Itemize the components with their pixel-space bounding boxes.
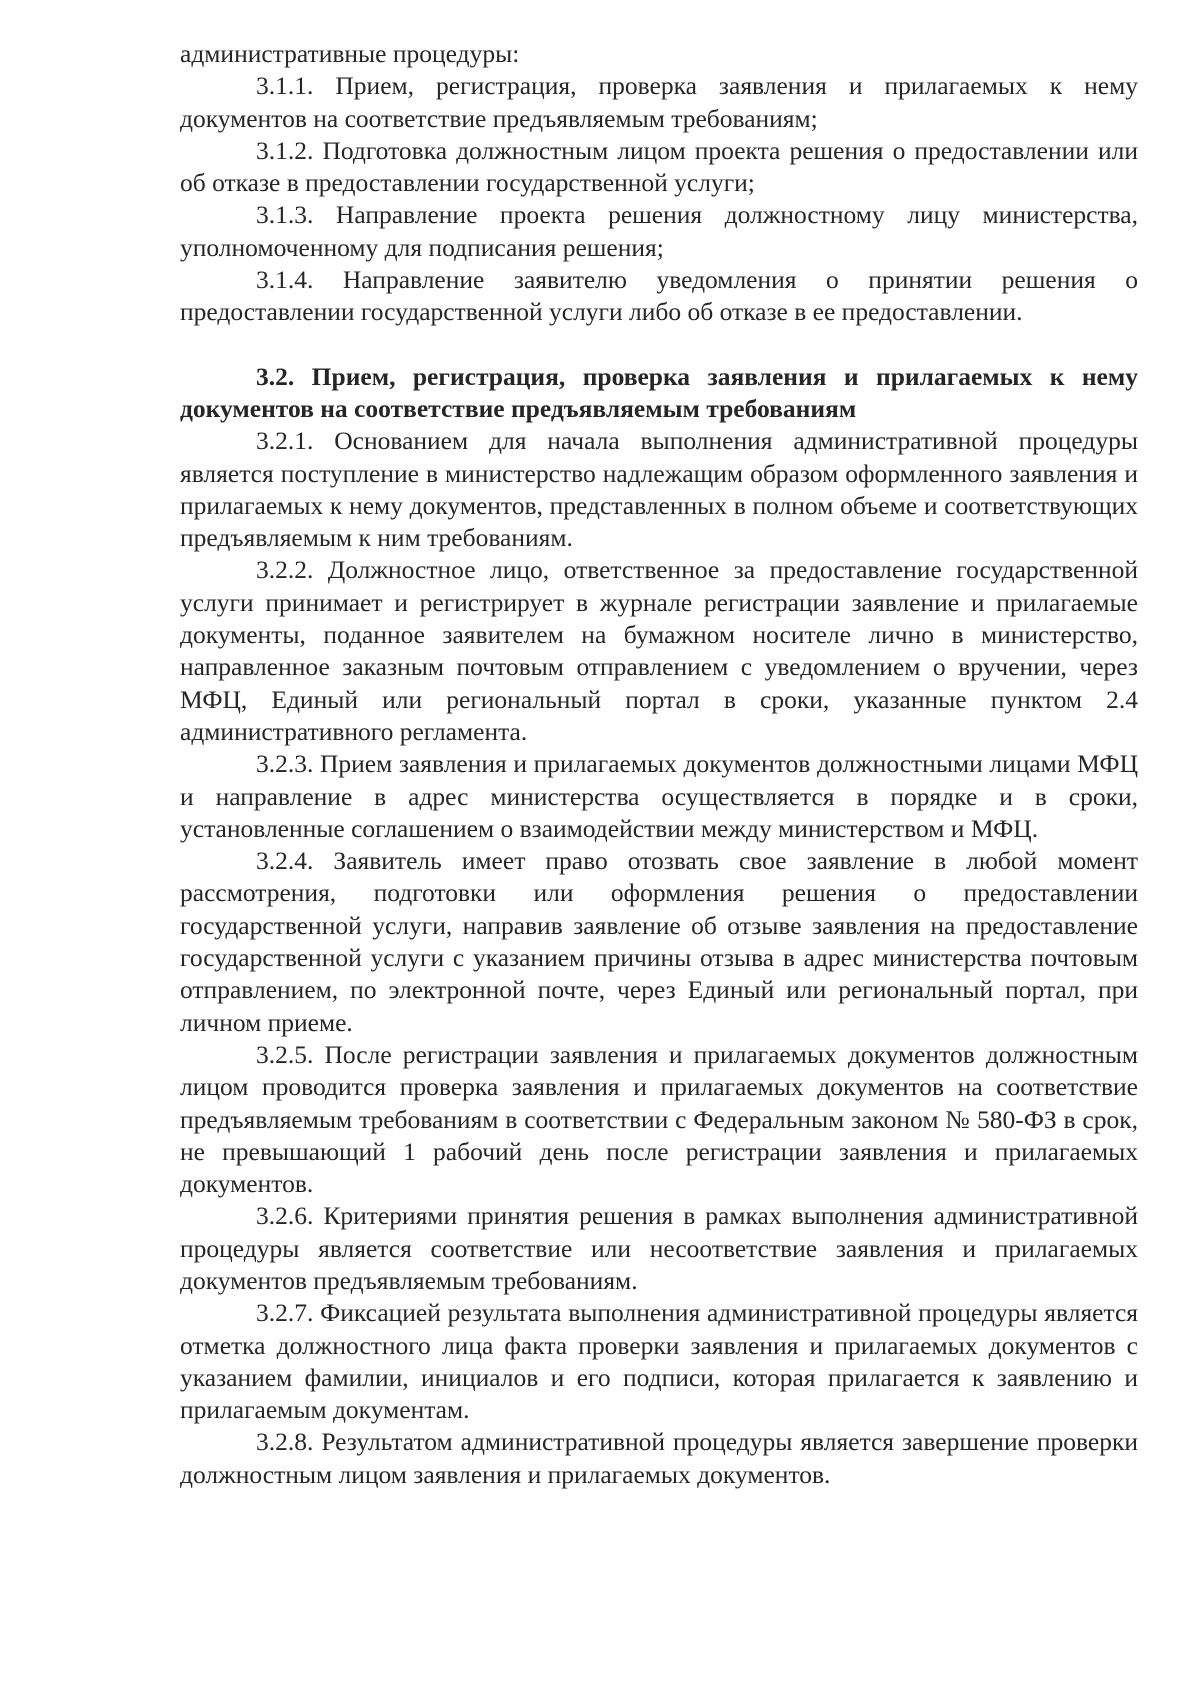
paragraph-3-2-2: 3.2.2. Должностное лицо, ответственное за предоставление государственной услуги принимает и регистрирует в журнале регистрации заявление и прилагаемые документы, поданное заявителем на бумажном носителе лично в министерство, направленное заказным почтовым отправлением с уведомлением о вручении, через МФЦ, Единый или региональный портал в сроки, указанные пунктом 2.4 административного регламента. [180,555,1138,746]
paragraph-3-1-3: 3.1.3. Направление проекта решения должностному лицу министерства, уполномоченному для подписания решения; [180,200,1138,262]
paragraph-3-2-8: 3.2.8. Результатом административной процедуры является завершение проверки должностным лицом заявления и прилагаемых документов. [180,1427,1138,1489]
document-body [180,38,1138,1491]
section-heading-3-2: 3.2. Прием, регистрация, проверка заявления и прилагаемых к нему документов на соответствие предъявляемым требованиям [180,361,1138,423]
paragraph-3-1-4: 3.1.4. Направление заявителю уведомления о принятии решения о предоставлении государственной услуги либо об отказе в ее предоставлении. [180,265,1138,327]
paragraph-3-2-3: 3.2.3. Прием заявления и прилагаемых документов должностными лицами МФЦ и направление в адрес министерства осуществляется в порядке и в сроки, установленные соглашением о взаимодействии между министерством и МФЦ. [180,749,1138,843]
paragraph-3-1-1: 3.1.1. Прием, регистрация, проверка заявления и прилагаемых к нему документов на соответствие предъявляемым требованиям; [180,71,1138,133]
paragraph-3-2-1: 3.2.1. Основанием для начала выполнения административной процедуры является поступление в министерство надлежащим образом оформленного заявления и прилагаемых к нему документов, представленных в полном объеме и соответствующих предъявляемым к ним требованиям. [180,426,1138,553]
paragraph-3-1-2: 3.1.2. Подготовка должностным лицом проекта решения о предоставлении или об отказе в предоставлении государственной услуги; [180,135,1138,198]
paragraph-3-2-4: 3.2.4. Заявитель имеет право отозвать свое заявление в любой момент рассмотрения, подготовки или оформления решения о предоставлении государственной услуги, направив заявление об отзыве заявления на предоставление государственной услуги с указанием причины отзыва в адрес министерства почтовым отправлением, по электронной почте, через Единый или региональный портал, при личном приеме. [180,846,1138,1037]
paragraph-3-2-6: 3.2.6. Критериями принятия решения в рамках выполнения административной процедуры является соответствие или несоответствие заявления и прилагаемых документов предъявляемым требованиям. [180,1201,1138,1295]
intro-line: административные процедуры: [180,39,520,68]
paragraph-3-2-7: 3.2.7. Фиксацией результата выполнения административной процедуры является отметка должностного лица факта проверки заявления и прилагаемых документов с указанием фамилии, инициалов и его подписи, которая прилагается к заявлению и прилагаемым документам. [180,1298,1138,1425]
paragraph-3-2-5: 3.2.5. После регистрации заявления и прилагаемых документов должностным лицом проводится проверка заявления и прилагаемых документов на соответствие предъявляемым требованиям в соответствии с Федеральным законом № 580-ФЗ в срок, не превышающий 1 рабочий день после регистрации заявления и прилагаемых документов. [180,1039,1138,1199]
